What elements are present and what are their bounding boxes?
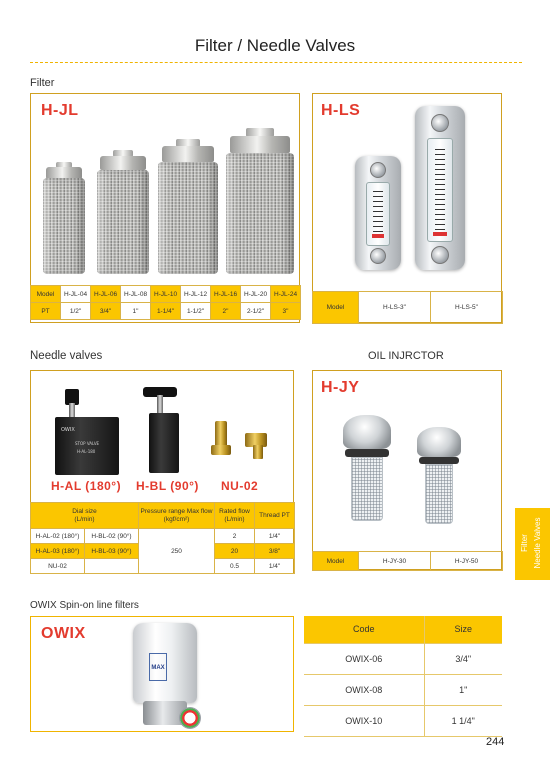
table-cell: H-JY-50 <box>431 552 503 571</box>
side-tab <box>515 508 550 580</box>
injector-mesh <box>351 457 383 521</box>
model-code-h-jl: H-JL <box>41 102 79 119</box>
jy-spec-table <box>312 551 503 571</box>
side-tab-line: Filter <box>520 534 529 552</box>
section-label-needle-valves: Needle valves <box>30 350 103 362</box>
table-cell: H-JL-16 <box>211 286 241 303</box>
header-cell-dial <box>31 503 139 529</box>
table-cell: 3" <box>271 303 301 320</box>
table-cell: 2" <box>211 303 241 320</box>
ls-spec-table <box>312 291 503 324</box>
valve-type-text: STOP VALVE <box>75 441 100 446</box>
needle-valve-h-bl-image <box>149 413 179 473</box>
injector-mesh <box>425 464 453 524</box>
header-cell-pressure <box>139 503 215 529</box>
table-cell: OWIX-10 <box>304 705 424 736</box>
filter-label: MAX <box>149 653 167 681</box>
brass-fitting-image <box>215 421 227 447</box>
label-h-al: H-AL (180°) <box>51 479 122 493</box>
level-gauge-3-image <box>355 156 401 270</box>
header-text: Pressure range Max flow <box>140 507 213 515</box>
header-cell-thread: Thread PT <box>255 503 295 529</box>
table-cell: 3/4" <box>424 643 502 674</box>
oil-injector-30-image <box>343 415 391 449</box>
valve-model-text: H-AL-180 <box>77 449 96 454</box>
section-label-owix: OWIX Spin-on line filters <box>30 600 139 611</box>
header-cell-size: Size <box>424 616 502 643</box>
model-code-owix: OWIX <box>41 625 86 642</box>
panel-h-jy <box>312 370 502 570</box>
ls-model-row <box>313 292 503 324</box>
title-divider <box>30 62 522 63</box>
table-cell: 1-1/2" <box>181 303 211 320</box>
table-cell: H-JL-10 <box>151 286 181 303</box>
panel-needle-valves <box>30 370 294 574</box>
label-nu-02: NU-02 <box>221 479 259 493</box>
jl-pt-row <box>31 303 301 320</box>
oil-injector-50-image <box>417 427 461 457</box>
table-row <box>304 674 502 705</box>
table-cell: Model <box>31 286 61 303</box>
header-cell-rated <box>215 503 255 529</box>
table-cell: 1-1/4" <box>151 303 181 320</box>
jl-spec-table <box>30 285 301 320</box>
table-cell: Model <box>313 552 359 571</box>
table-cell: Model <box>313 292 359 324</box>
table-cell: H-JL-08 <box>121 286 151 303</box>
table-cell: NU-02 <box>31 559 85 574</box>
page-number: 244 <box>486 736 505 748</box>
valve-brand-text: OWIX <box>61 427 75 433</box>
model-code-h-jy: H-JY <box>321 379 360 396</box>
header-text: Rated flow <box>219 507 250 515</box>
filter-image-medium <box>97 150 149 274</box>
page-title: Filter / Needle Valves <box>194 36 356 55</box>
table-cell: 3/8" <box>255 544 295 559</box>
table-cell: H-JL-20 <box>241 286 271 303</box>
table-cell-pressure: 250 <box>139 529 215 574</box>
brass-fitting-image <box>211 445 231 455</box>
table-cell: H-JL-12 <box>181 286 211 303</box>
table-cell: 1 1/4" <box>424 705 502 736</box>
section-label-oil-injector: OIL INJRCTOR <box>368 350 444 362</box>
injector-ring <box>419 457 459 464</box>
table-cell: 3/4" <box>91 303 121 320</box>
jy-model-row <box>313 552 503 571</box>
table-cell: 20 <box>215 544 255 559</box>
table-cell: H-AL-03 (180°) <box>31 544 85 559</box>
header-text: Dial size <box>72 507 97 515</box>
section-label-filter: Filter <box>30 77 55 89</box>
table-row <box>304 705 502 736</box>
table-cell: H-JL-04 <box>61 286 91 303</box>
spin-on-filter-image <box>133 623 197 703</box>
table-cell: 1" <box>121 303 151 320</box>
table-cell: OWIX-08 <box>304 674 424 705</box>
table-cell: OWIX-06 <box>304 643 424 674</box>
pressure-gauge-icon <box>179 707 201 729</box>
table-cell <box>85 559 139 574</box>
table-cell: H-BL-03 (90°) <box>85 544 139 559</box>
level-gauge-5-image <box>415 106 465 270</box>
table-cell: 1/4" <box>255 529 295 544</box>
table-row <box>31 529 295 544</box>
table-cell: H-AL-02 (180°) <box>31 529 85 544</box>
table-cell: 2 <box>215 529 255 544</box>
table-cell: 0.5 <box>215 559 255 574</box>
side-tab-line: Needle Valves <box>533 517 542 569</box>
table-row <box>304 643 502 674</box>
valve-stem <box>157 395 163 415</box>
table-cell: H-JL-06 <box>91 286 121 303</box>
panel-h-ls <box>312 93 502 323</box>
filter-image-xlarge <box>226 128 294 274</box>
header-unit: (L/min) <box>224 515 245 523</box>
side-tab-text <box>518 508 544 578</box>
table-cell: H-BL-02 (90°) <box>85 529 139 544</box>
header-unit: (L/min) <box>74 515 95 523</box>
filter-image-small <box>43 162 85 274</box>
label-h-bl: H-BL (90°) <box>136 479 199 493</box>
table-cell: H-JL-24 <box>271 286 301 303</box>
needle-spec-table <box>30 502 295 574</box>
table-cell: 1/2" <box>61 303 91 320</box>
panel-h-jl <box>30 93 300 323</box>
table-cell: 2-1/2" <box>241 303 271 320</box>
needle-valve-h-al-image <box>55 417 119 475</box>
model-code-h-ls: H-LS <box>321 102 361 119</box>
table-cell: H-LS-3" <box>359 292 431 324</box>
brass-fitting-image <box>253 445 263 459</box>
table-cell: H-LS-5" <box>431 292 503 324</box>
injector-ring <box>345 449 389 457</box>
owix-header-row <box>304 616 502 643</box>
panel-owix <box>30 616 294 732</box>
table-cell: H-JY-30 <box>359 552 431 571</box>
needle-header-row <box>31 503 295 529</box>
header-unit: (kgf/cm²) <box>163 515 190 523</box>
table-cell: PT <box>31 303 61 320</box>
filter-image-large <box>158 139 218 274</box>
table-cell: 1/4" <box>255 559 295 574</box>
owix-spec-table <box>304 616 502 737</box>
table-cell: 1" <box>424 674 502 705</box>
header-cell-code: Code <box>304 616 424 643</box>
jl-model-row <box>31 286 301 303</box>
